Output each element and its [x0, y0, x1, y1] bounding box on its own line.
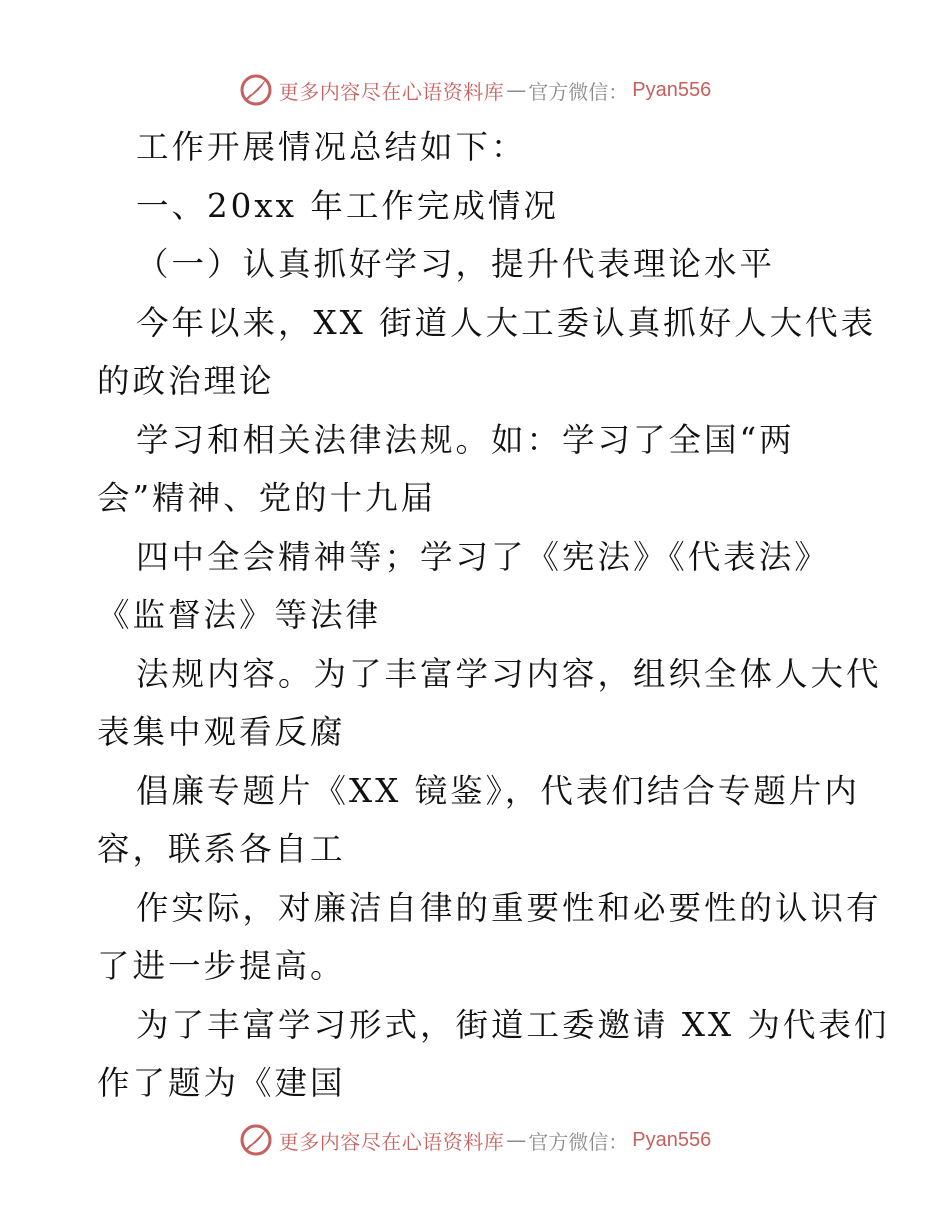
banner-separator: — [506, 78, 527, 102]
subsection-heading-1: （一）认真抓好学习，提升代表理论水平 [136, 245, 776, 283]
paragraph-line: 的政治理论 [97, 362, 275, 400]
paragraph-line: 四中全会精神等；学习了《宪法》《代表法》 [136, 537, 830, 576]
header-banner [0, 70, 950, 110]
promo-text: 更多内容尽在心语资料库 [278, 79, 505, 104]
paragraph-line: 学习和相关法律法规。如：学习了全国“两 [136, 420, 795, 459]
paragraph-line: 表集中观看反腐 [97, 713, 346, 751]
wechat-label: 官方微信： [528, 79, 629, 104]
footer-banner [0, 1120, 950, 1160]
banner-separator: — [506, 1128, 527, 1152]
paragraph-line: 作实际，对廉洁自律的重要性和必要性的认识有 [136, 888, 882, 927]
section-heading-1: 一、20xx 年工作完成情况 [136, 186, 559, 225]
paragraph-line: 了进一步提高。 [97, 947, 346, 985]
promo-text: 更多内容尽在心语资料库 [278, 1129, 505, 1154]
paragraph-line: 为了丰富学习形式，街道工委邀请 XX 为代表们 [136, 1005, 890, 1044]
wechat-id: Pyan556 [632, 1128, 712, 1151]
paragraph-line: 容，联系各自工 [97, 830, 346, 868]
paragraph-line: 倡廉专题片《XX 镜鉴》，代表们结合专题片内 [136, 771, 860, 810]
paragraph-line: 会”精神、党的十九届 [97, 479, 437, 517]
paragraph-line: 法规内容。为了丰富学习内容，组织全体人大代 [136, 654, 882, 693]
quill-logo-icon [239, 1123, 273, 1157]
paragraph-line: 今年以来，XX 街道人大工委认真抓好人大代表 [136, 303, 877, 342]
wechat-id: Pyan556 [632, 78, 712, 101]
wechat-label: 官方微信： [528, 1129, 629, 1154]
paragraph-line: 《监督法》等法律 [97, 596, 382, 634]
quill-logo-icon [239, 73, 273, 107]
summary-intro-line: 工作开展情况总结如下： [136, 128, 527, 166]
document-body [97, 118, 890, 1113]
paragraph-line: 作了题为《建国 [97, 1064, 346, 1102]
